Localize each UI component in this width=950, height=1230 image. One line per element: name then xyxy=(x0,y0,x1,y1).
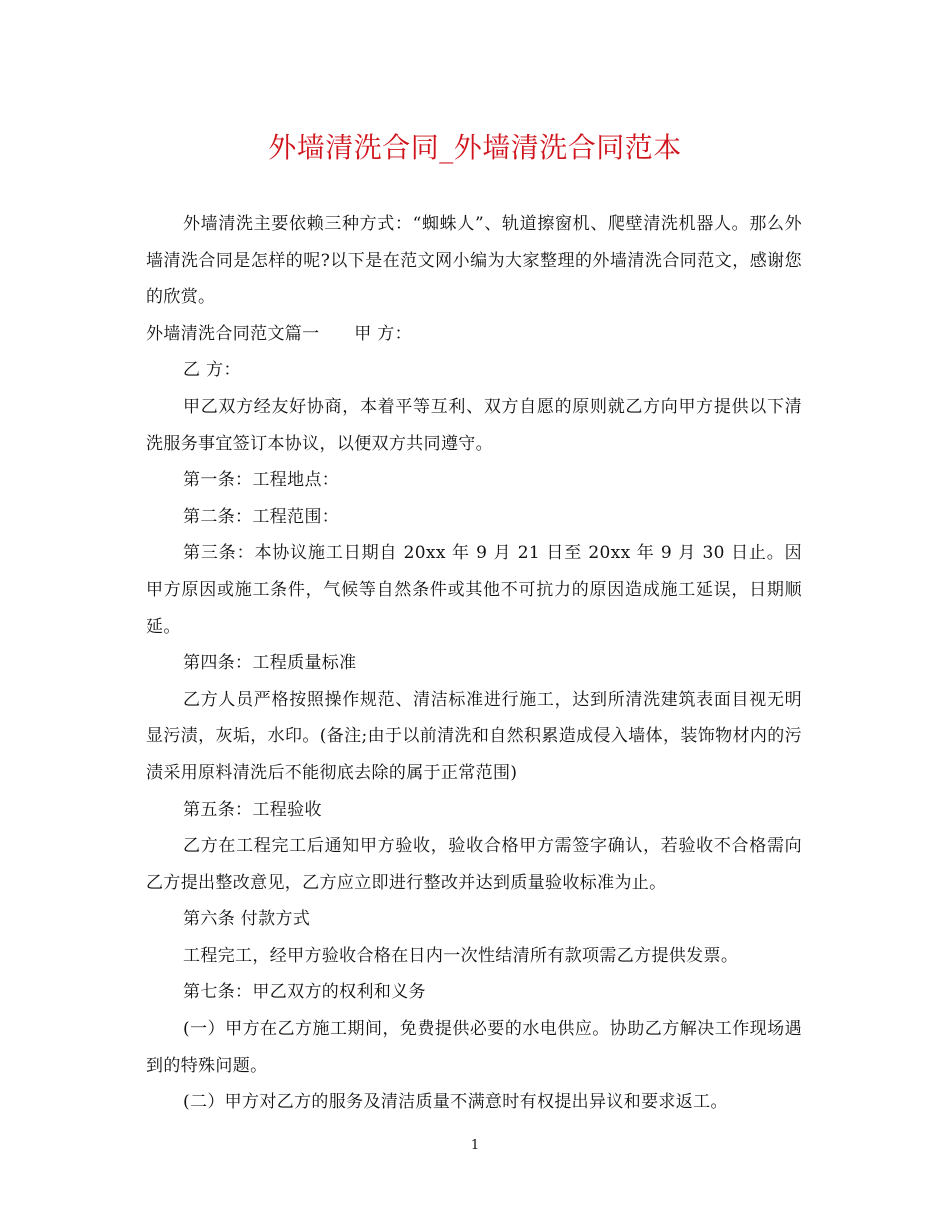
agreement-paragraph: 甲乙双方经友好协商，本着平等互利、双方自愿的原则就乙方向甲方提供以下清洗服务事宜签订本协议，以便双方共同遵守。 xyxy=(146,396,802,454)
intro-paragraph: 外墙清洗主要依赖三种方式：“蜘蛛人”、轨道擦窗机、爬壁清洗机器人。那么外墙清洗合同是怎样的呢?以下是在范文网小编为大家整理的外墙清洗合同范文，感谢您的欣赏。 xyxy=(146,214,802,308)
clause-4-paragraph: 第四条：工程质量标准 xyxy=(183,653,357,674)
document-title: 外墙清洗合同_外墙清洗合同范本 xyxy=(268,131,682,164)
clause-5-paragraph: 第五条：工程验收 xyxy=(183,799,322,820)
clause-6-paragraph: 第六条 付款方式 xyxy=(183,909,311,930)
quality-standard-paragraph: 乙方人员严格按照操作规范、清洁标准进行施工，达到所清洗建筑表面目视无明显污渍，灰垢，水印。(备注;由于以前清洗和自然积累造成侵入墙体，装饰物材内的污渍采用原料清洗后不能彻底去除的属于正常范围) xyxy=(146,689,802,783)
clause-3-paragraph: 第三条：本协议施工日期自 20xx 年 9 月 21 日至 20xx 年 9 月 30 日止。因甲方原因或施工条件，气候等自然条件或其他不可抗力的原因造成施工延误，日期顺延。 xyxy=(146,543,802,637)
clause-2-paragraph: 第二条：工程范围： xyxy=(183,506,340,527)
party-b-paragraph: 乙 方： xyxy=(183,360,241,381)
rights-item-1-paragraph: (一）甲方在乙方施工期间，免费提供必要的水电供应。协助乙方解决工作现场遇到的特殊问题。 xyxy=(146,1019,802,1076)
section-heading-paragraph: 外墙清洗合同范文篇一 甲 方： xyxy=(146,323,413,344)
clause-7-paragraph: 第七条：甲乙双方的权利和义务 xyxy=(183,982,426,1003)
rights-item-2-paragraph: (二）甲方对乙方的服务及清洁质量不满意时有权提出异议和要求返工。 xyxy=(183,1092,728,1113)
page-number: 1 xyxy=(470,1138,480,1153)
document-body xyxy=(146,206,802,1121)
clause-1-paragraph: 第一条：工程地点： xyxy=(183,470,340,491)
payment-paragraph: 工程完工，经甲方验收合格在日内一次性结清所有款项需乙方提供发票。 xyxy=(183,945,739,966)
acceptance-paragraph: 乙方在工程完工后通知甲方验收，验收合格甲方需签字确认，若验收不合格需向乙方提出整改意见，乙方应立即进行整改并达到质量验收标准为止。 xyxy=(146,836,802,893)
